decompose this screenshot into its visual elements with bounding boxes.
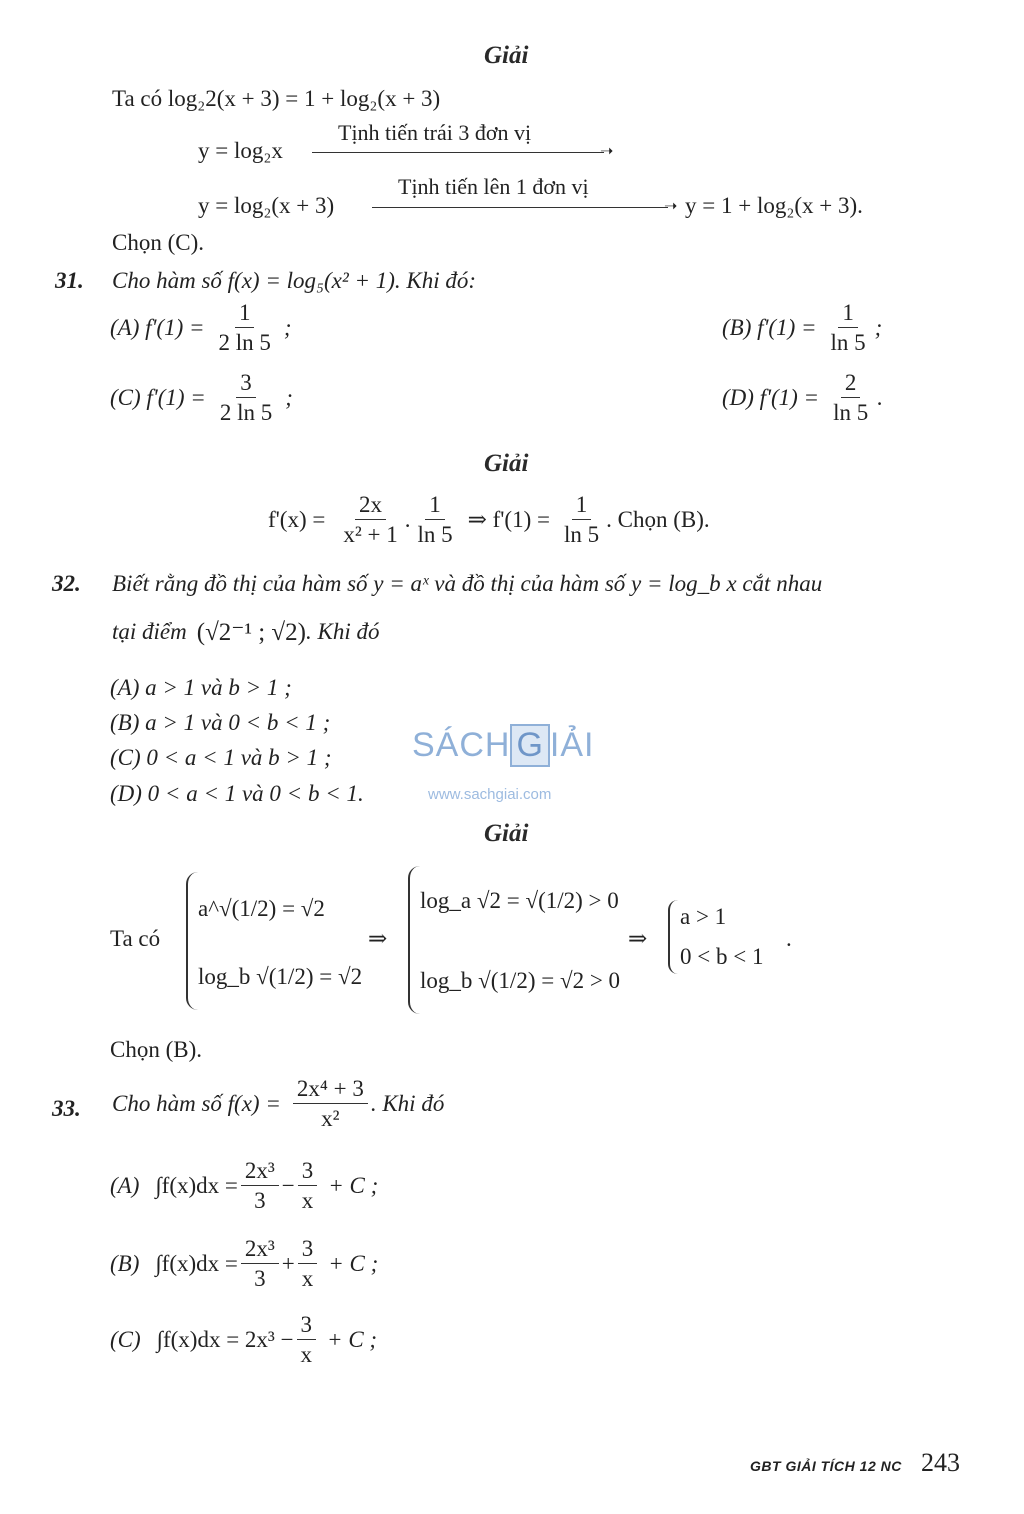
- fraction: [829, 370, 872, 426]
- numerator: 3: [298, 1236, 318, 1264]
- system-row: 0 < b < 1: [680, 944, 764, 969]
- watermark-brand: IẢI: [549, 726, 595, 764]
- punctuation: .: [786, 926, 792, 951]
- denominator: x: [300, 1342, 313, 1368]
- watermark-logo: [412, 724, 595, 767]
- fraction: [298, 1158, 318, 1214]
- option-d: (D) 0 < a < 1 và 0 < b < 1.: [110, 781, 364, 806]
- solution-equation: [268, 492, 710, 548]
- numerator: 2x⁴ + 3: [293, 1076, 368, 1104]
- integral-expression: ∫f(x)dx =: [155, 1250, 238, 1276]
- denominator: 2 ln 5: [218, 330, 271, 356]
- integral-expression: ∫f(x)dx = 2x³ −: [156, 1326, 294, 1352]
- solution-heading: Giải: [484, 42, 529, 69]
- denominator: 2 ln 5: [219, 400, 273, 426]
- arrow-label-shift-left: Tịnh tiến trái 3 đơn vị: [338, 120, 532, 145]
- solution-heading: Giải: [484, 450, 529, 477]
- question-number: 32.: [52, 571, 81, 596]
- fraction: [241, 1236, 279, 1292]
- function-result: y = 1 + log₂(x + 3).: [685, 193, 863, 218]
- solution-heading: Giải: [484, 820, 529, 847]
- implies-symbol: ⇒: [628, 926, 648, 951]
- separator: ;: [874, 314, 883, 340]
- watermark-brand: SÁCH: [412, 726, 511, 764]
- constant-term: + C ;: [328, 1250, 379, 1276]
- option-label: (C) f'(1) =: [110, 384, 206, 410]
- fraction: [339, 492, 401, 548]
- numerator: 1: [235, 300, 255, 328]
- solution-line: Ta có log₂2(x + 3) = 1 + log₂(x + 3): [112, 86, 441, 111]
- denominator: x²: [321, 1106, 340, 1132]
- operator: −: [281, 1172, 295, 1198]
- question-stem: [112, 1076, 444, 1132]
- option-label: (B): [110, 1250, 140, 1276]
- option-a: [110, 1158, 378, 1214]
- footer-book-title: GBT GIẢI TÍCH 12 NC: [750, 1458, 902, 1474]
- stem-text: Cho hàm số f(x) =: [112, 1090, 281, 1116]
- denominator: x² + 1: [343, 522, 398, 548]
- stem-text: tại điểm: [112, 619, 187, 644]
- numerator: 3: [236, 370, 256, 398]
- stem-text: . Khi đó: [305, 619, 380, 644]
- option-a: (A) a > 1 và b > 1 ;: [110, 675, 292, 700]
- fraction: [215, 300, 275, 356]
- fraction: [297, 1312, 317, 1368]
- option-label: (B) f'(1) =: [722, 314, 817, 340]
- numerator: 3: [298, 1158, 318, 1186]
- option-c: [110, 370, 293, 426]
- separator: ;: [283, 314, 292, 340]
- equation-text: f'(x) =: [268, 506, 326, 532]
- integral-expression: ∫f(x)dx =: [155, 1172, 238, 1198]
- system-row: a > 1: [680, 904, 727, 929]
- question-number: 33.: [52, 1096, 81, 1121]
- option-b: (B) a > 1 và 0 < b < 1 ;: [110, 710, 331, 735]
- implies-symbol: ⇒: [368, 926, 388, 951]
- fraction: [241, 1158, 279, 1214]
- denominator: ln 5: [830, 330, 866, 356]
- stem-text: . Khi đó: [370, 1090, 445, 1116]
- answer-choice: . Chọn (B).: [606, 506, 710, 532]
- denominator: 3: [254, 1266, 266, 1292]
- system-brace: [186, 872, 198, 1010]
- system-row: log_b √(1/2) = √2: [198, 964, 363, 989]
- system-brace: [408, 866, 420, 1014]
- system-row: a^√(1/2) = √2: [198, 896, 325, 921]
- question-stem-line-1: Biết rằng đồ thị của hàm số y = aˣ và đồ thị của hàm số y = log_b x cắt nhau: [112, 571, 823, 596]
- arrow-right-icon: ➝: [664, 198, 678, 215]
- separator: ;: [285, 384, 293, 410]
- equation-text: .: [404, 506, 411, 532]
- answer-choice: Chọn (B).: [110, 1037, 202, 1062]
- option-d: [722, 370, 883, 426]
- function-y-log2-x-plus-3: y = log₂(x + 3): [198, 193, 335, 218]
- system-brace: [668, 900, 678, 974]
- denominator: ln 5: [417, 522, 453, 548]
- denominator: x: [301, 1188, 314, 1214]
- question-stem: Cho hàm số f(x) = log₅(x² + 1). Khi đó:: [112, 268, 477, 293]
- intersection-point: (√2⁻¹ ; √2): [196, 619, 306, 646]
- denominator: 3: [254, 1188, 266, 1214]
- fraction: [827, 300, 870, 356]
- option-label: (A): [110, 1172, 140, 1198]
- denominator: x: [301, 1266, 314, 1292]
- numerator: 1: [572, 492, 592, 520]
- constant-term: + C ;: [328, 1172, 379, 1198]
- system-row: log_a √2 = √(1/2) > 0: [420, 888, 619, 913]
- separator: .: [877, 384, 883, 410]
- option-a: [110, 300, 292, 356]
- option-c: [110, 1312, 377, 1368]
- equation-text: ⇒ f'(1) =: [467, 506, 550, 532]
- option-b: [722, 300, 882, 356]
- option-c: (C) 0 < a < 1 và b > 1 ;: [110, 745, 332, 770]
- numerator: 3: [297, 1312, 317, 1340]
- numerator: 1: [425, 492, 445, 520]
- denominator: ln 5: [563, 522, 600, 548]
- constant-term: + C ;: [327, 1326, 378, 1352]
- arrow-right-line: [372, 207, 668, 208]
- page-number: 243: [921, 1448, 960, 1477]
- watermark-g-box: G: [510, 724, 549, 767]
- numerator: 2x³: [241, 1236, 279, 1264]
- arrow-right-icon: ➝: [600, 143, 614, 160]
- option-label: (D) f'(1) =: [722, 384, 820, 410]
- fraction: [560, 492, 603, 548]
- arrow-label-shift-up: Tịnh tiến lên 1 đơn vị: [398, 174, 589, 199]
- option-b: [110, 1236, 378, 1292]
- function-y-log2x: y = log₂x: [198, 138, 283, 163]
- numerator: 1: [838, 300, 858, 328]
- fraction: [293, 1076, 368, 1132]
- fraction: [216, 370, 276, 426]
- numerator: 2x³: [241, 1158, 279, 1186]
- option-label: (C): [110, 1326, 141, 1352]
- question-stem-line-2: [112, 617, 379, 647]
- answer-choice: Chọn (C).: [112, 230, 204, 255]
- arrow-right-line: [312, 152, 604, 153]
- option-label: (A) f'(1) =: [110, 314, 205, 340]
- numerator: 2x: [355, 492, 386, 520]
- watermark-url: www.sachgiai.com: [428, 786, 552, 803]
- system-row: log_b √(1/2) = √2 > 0: [420, 968, 621, 993]
- solution-text: Ta có: [110, 926, 161, 951]
- fraction: [298, 1236, 318, 1292]
- numerator: 2: [841, 370, 861, 398]
- operator: +: [281, 1250, 295, 1276]
- denominator: ln 5: [833, 400, 869, 426]
- question-number: 31.: [55, 268, 84, 293]
- fraction: [413, 492, 456, 548]
